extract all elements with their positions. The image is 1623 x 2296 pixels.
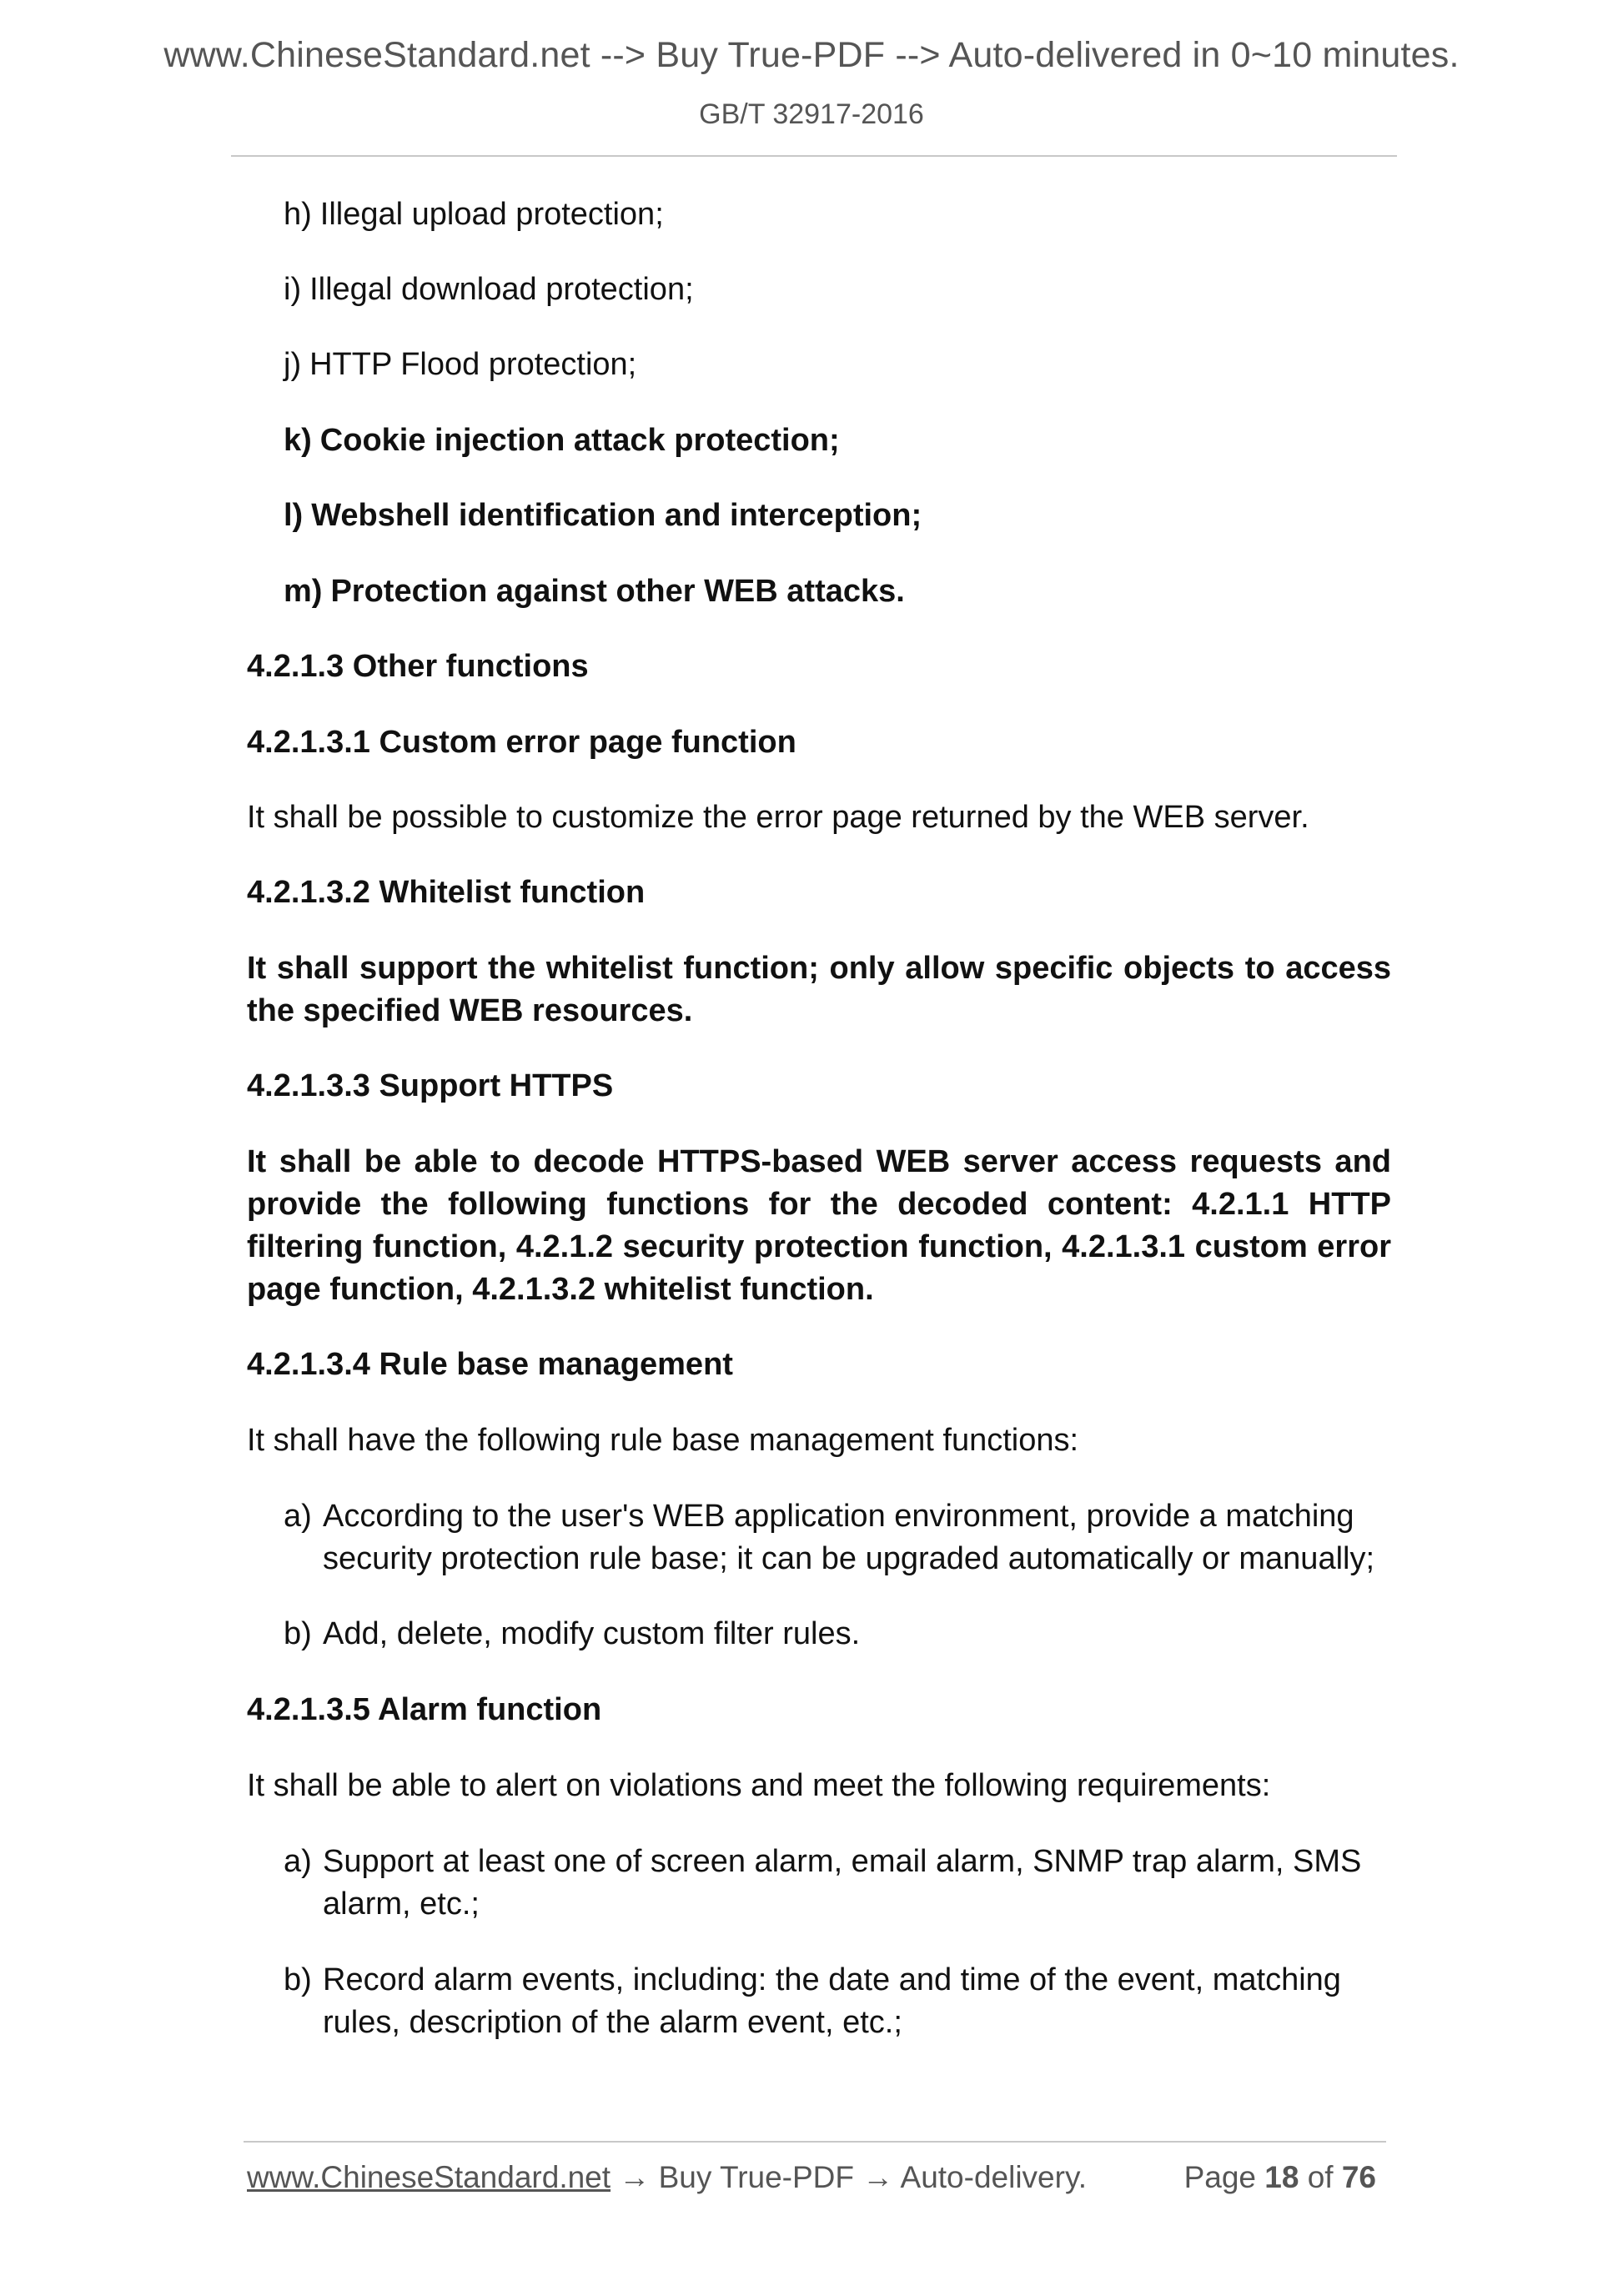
list-item-text: Support at least one of screen alarm, email alarm, SNMP trap alarm, SMS alarm, etc.; — [323, 1844, 1362, 1922]
page-footer — [247, 2160, 1386, 2195]
list-item-text: Add, delete, modify custom filter rules. — [323, 1616, 861, 1651]
section-body-4-2-1-3-1: It shall be possible to customize the error page returned by the WEB server. — [247, 800, 1309, 835]
alarm-item-a — [284, 1841, 1393, 1926]
header-banner: www.ChineseStandard.net --> Buy True-PDF --> Auto-delivered in 0~10 minutes. — [163, 35, 1460, 75]
current-page-number: 18 — [1264, 2160, 1299, 2194]
section-heading-4-2-1-3-3: 4.2.1.3.3 Support HTTPS — [247, 1068, 614, 1103]
rule-base-item-b — [284, 1613, 1468, 1655]
list-item-label: b) — [284, 1616, 312, 1651]
list-item-text: According to the user's WEB application environment, provide a matching security protection rule base; it can be upgraded automatically or manually; — [323, 1499, 1375, 1576]
page-counter — [1184, 2160, 1376, 2195]
list-item-text: HTTP Flood protection; — [309, 347, 637, 382]
list-item-label: j) — [284, 347, 302, 382]
footer-divider — [244, 2141, 1386, 2143]
list-item-text: Record alarm events, including: the date and time of the event, matching rules, description of the alarm event, etc.; — [323, 1962, 1341, 2040]
list-item-label: i) — [284, 272, 302, 307]
list-item-j — [284, 344, 1468, 386]
list-item-label: b) — [284, 1962, 312, 1997]
section-heading-4-2-1-3: 4.2.1.3 Other functions — [247, 649, 589, 684]
header-divider — [231, 155, 1397, 157]
page-word: Page — [1183, 2160, 1256, 2194]
list-item-k — [284, 420, 1468, 462]
list-item-i — [284, 269, 1468, 311]
footer-site-link[interactable]: www.ChineseStandard.net — [247, 2160, 611, 2194]
list-item-text: Protection against other WEB attacks. — [330, 574, 905, 609]
section-body-4-2-1-3-4: It shall have the following rule base management functions: — [247, 1423, 1079, 1458]
list-item-label: a) — [284, 1844, 312, 1879]
list-item-text: Illegal download protection; — [309, 272, 694, 307]
section-heading-4-2-1-3-5: 4.2.1.3.5 Alarm function — [247, 1692, 602, 1727]
list-item-label: a) — [284, 1499, 312, 1534]
section-heading-4-2-1-3-4: 4.2.1.3.4 Rule base management — [247, 1347, 733, 1382]
list-item-label: k) — [284, 423, 312, 458]
list-item-label: m) — [284, 574, 323, 609]
list-item-m — [284, 570, 1468, 613]
list-item-text: Illegal upload protection; — [319, 197, 664, 232]
list-item-l — [284, 495, 1468, 537]
section-heading-4-2-1-3-1: 4.2.1.3.1 Custom error page function — [247, 725, 796, 760]
section-body-4-2-1-3-5: It shall be able to alert on violations and meet the following requirements: — [247, 1768, 1271, 1803]
of-word: of — [1307, 2160, 1334, 2194]
total-page-number: 76 — [1341, 2160, 1376, 2194]
list-item-label: l) — [284, 498, 304, 533]
list-item-label: h) — [284, 197, 312, 232]
footer-promo-text: → Buy True-PDF → Auto-delivery. — [611, 2160, 1087, 2194]
list-item-h — [284, 193, 1468, 236]
section-body-4-2-1-3-2: It shall support the whitelist function; only allow specific objects to access the specified WEB resources. — [247, 951, 1391, 1028]
rule-base-item-a — [284, 1495, 1468, 1580]
section-heading-4-2-1-3-2: 4.2.1.3.2 Whitelist function — [247, 875, 646, 910]
standard-number: GB/T 32917-2016 — [699, 98, 924, 130]
list-item-text: Cookie injection attack protection; — [319, 423, 840, 458]
section-body-4-2-1-3-3: It shall be able to decode HTTPS-based WEB server access requests and provide the following functions for the decoded content: 4.2.1.1 HTTP filtering function, 4.2.1.2 security protection function, 4.2.1.3.1 custom error page function, 4.2.1.3.2 whitelist function. — [247, 1144, 1391, 1307]
alarm-item-b — [284, 1959, 1393, 2044]
list-item-text: Webshell identification and interception; — [311, 498, 922, 533]
